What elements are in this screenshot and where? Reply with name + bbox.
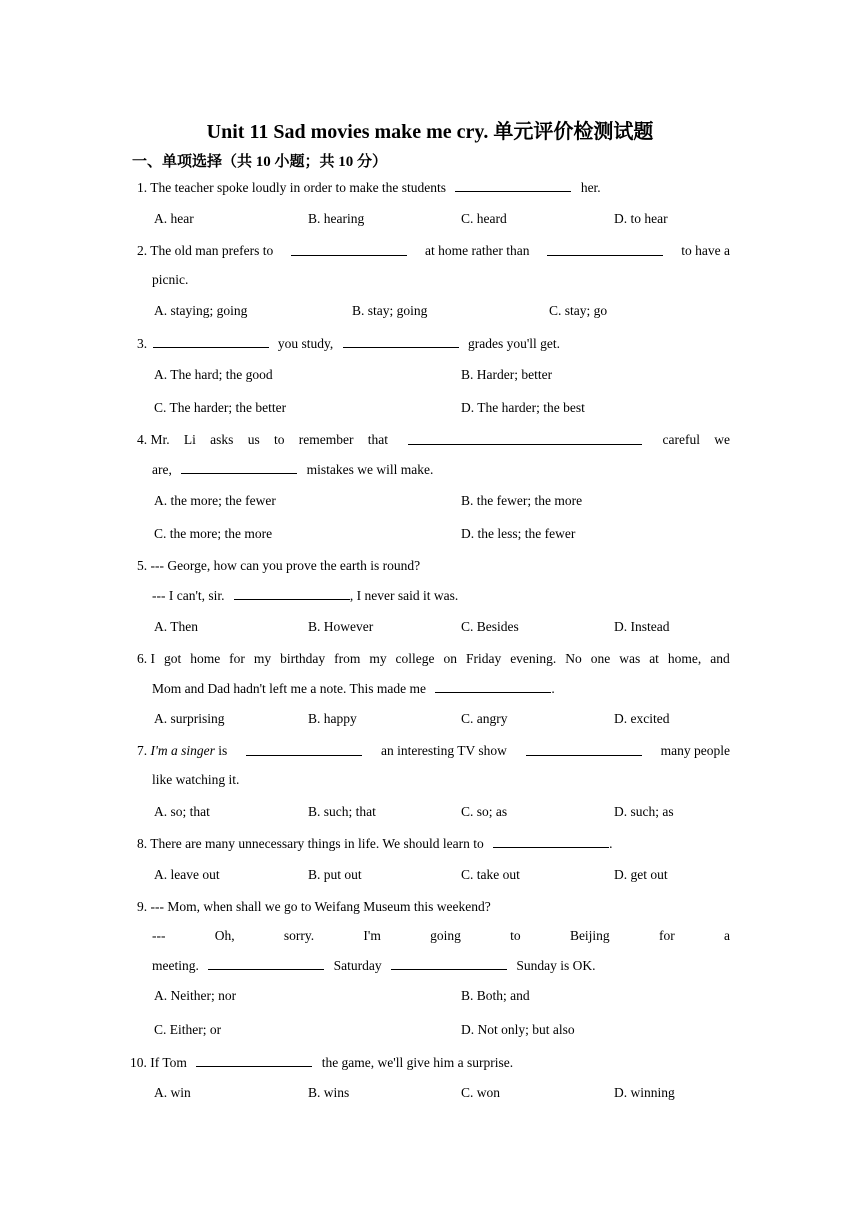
question-text: , I never said it was. [349,588,459,603]
word: careful [662,432,700,447]
word: Beijing [569,928,610,943]
section-heading: 一、单项选择（共 10 小题；共 10 分） [132,154,388,170]
question-text: The teacher spoke loudly in order to make the students [150,180,447,195]
word: for [658,928,675,943]
question-text: mistakes we will make. [306,462,434,477]
word: Oh, [214,928,235,943]
word: got [163,651,182,666]
word: college [395,651,435,666]
option-b[interactable]: B. put out [308,867,362,882]
option-b[interactable]: B. However [308,619,374,634]
option-b[interactable]: B. happy [308,711,357,726]
answer-blank[interactable] [408,431,642,445]
question-text: The old man prefers to [150,243,274,258]
question-number: 4. [137,432,148,447]
question-text: There are many unnecessary things in life. We should learn to [150,836,484,851]
word: sorry. [283,928,315,943]
option-b[interactable]: B. wins [308,1085,350,1100]
word: is [218,743,228,758]
question-text: Saturday [333,958,382,973]
question-text: are, [152,462,172,477]
word: --- [152,928,166,943]
question-7 [137,742,730,760]
question-text: an interesting TV show [381,743,507,758]
word: on [443,651,457,666]
question-text: like watching it. [152,772,240,787]
question-9 [137,898,491,916]
question-6-line-2 [152,679,555,698]
option-a[interactable]: A. so; that [154,804,210,819]
answer-blank[interactable] [455,178,571,192]
question-text: picnic. [152,272,189,287]
word: home, [667,651,702,666]
question-5 [137,557,420,575]
option-c[interactable]: C. heard [461,211,507,226]
option-a[interactable]: A. leave out [154,867,220,882]
word: evening. [510,651,557,666]
question-text: Sunday is OK. [516,958,596,973]
answer-blank[interactable] [291,242,407,256]
question-text: grades you'll get. [468,336,561,351]
question-text: Mom and Dad hadn't left me a note. This made me [152,681,426,696]
option-c[interactable]: C. Besides [461,619,519,634]
option-c[interactable]: C. won [461,1085,501,1100]
word: Li [183,432,196,447]
answer-blank[interactable] [391,956,507,970]
question-2 [137,242,730,260]
question-10 [130,1053,513,1072]
question-text: --- I can't, sir. [152,588,225,603]
word: we [714,432,730,447]
word: asks [210,432,234,447]
option-b[interactable]: B. hearing [308,211,365,226]
question-9-line-2 [152,927,730,945]
word: to [510,928,521,943]
answer-blank[interactable] [246,742,362,756]
word: my [253,651,272,666]
answer-blank[interactable] [435,679,551,693]
question-number: 8. [137,836,148,851]
option-d[interactable]: D. such; as [614,804,674,819]
question-number: 6. [137,651,148,666]
word: going [430,928,461,943]
question-9-line-3 [152,956,596,975]
option-a[interactable]: A. staying; going [154,303,248,318]
option-a[interactable]: A. hear [154,211,194,226]
word: I [150,651,155,666]
option-a[interactable]: A. The hard; the good [154,367,273,382]
question-5-line-2 [152,586,458,605]
option-c[interactable]: C. take out [461,867,520,882]
option-d[interactable]: D. The harder; the best [461,400,585,415]
question-number: 7. [137,743,148,758]
question-1 [137,178,601,197]
word: was [619,651,641,666]
page-title: Unit 11 Sad movies make me cry. 单元评价检测试题 [206,121,654,143]
option-a[interactable]: A. the more; the fewer [154,493,276,508]
word: birthday [280,651,326,666]
answer-blank[interactable] [343,334,459,348]
question-text: her. [580,180,601,195]
answer-blank[interactable] [181,460,297,474]
answer-blank[interactable] [196,1053,312,1067]
option-d[interactable]: D. get out [614,867,668,882]
option-b[interactable]: B. such; that [308,804,376,819]
question-text: to have a [681,243,730,258]
word: to [273,432,285,447]
question-text: meeting. [152,958,199,973]
word: a [723,928,730,943]
question-text: . [551,681,555,696]
question-4 [137,431,730,449]
word: that [367,432,388,447]
option-a[interactable]: A. surprising [154,711,225,726]
question-text: --- Mom, when shall we go to Weifang Museum this weekend? [150,899,491,914]
question-text: you study, [277,336,334,351]
question-number: 1. [137,180,148,195]
option-d[interactable]: D. the less; the fewer [461,526,576,541]
word: one [590,651,611,666]
word: No [565,651,582,666]
word: at [649,651,659,666]
answer-blank[interactable] [234,586,350,600]
question-number: 5. [137,558,148,573]
option-c[interactable]: C. Either; or [154,1022,222,1037]
word: home [190,651,221,666]
option-d[interactable]: D. winning [614,1085,675,1100]
question-8 [137,834,612,853]
option-d[interactable]: D. Instead [614,619,670,634]
question-text: many people [660,743,730,758]
word: for [229,651,245,666]
answer-blank[interactable] [493,834,609,848]
option-b[interactable]: B. stay; going [352,303,428,318]
word: us [247,432,260,447]
option-b[interactable]: B. Harder; better [461,367,553,382]
show-title: I'm a singer [150,743,215,758]
answer-blank[interactable] [547,242,663,256]
question-text: at home rather than [424,243,530,258]
option-b[interactable]: B. Both; and [461,988,530,1003]
option-b[interactable]: B. the fewer; the more [461,493,583,508]
answer-blank[interactable] [153,334,269,348]
word: remember [298,432,354,447]
option-c[interactable]: C. angry [461,711,508,726]
option-c[interactable]: C. stay; go [549,303,608,318]
option-d[interactable]: D. Not only; but also [461,1022,575,1037]
option-d[interactable]: D. to hear [614,211,668,226]
option-a[interactable]: A. Then [154,619,198,634]
word: I'm [363,928,381,943]
question-text: If Tom [150,1055,187,1070]
question-3 [137,334,560,353]
option-c[interactable]: C. the more; the more [154,526,273,541]
option-a[interactable]: A. win [154,1085,191,1100]
question-number: 2. [137,243,148,258]
answer-blank[interactable] [208,956,324,970]
option-d[interactable]: D. excited [614,711,670,726]
word: Friday [465,651,502,666]
option-c[interactable]: C. so; as [461,804,508,819]
question-number: 9. [137,899,148,914]
answer-blank[interactable] [526,742,642,756]
question-number: 10. [130,1055,147,1070]
question-text: . [609,836,613,851]
question-4-line-2 [152,460,433,479]
word: Mr. [150,432,170,447]
question-text: the game, we'll give him a surprise. [321,1055,514,1070]
question-6 [137,650,730,668]
option-c[interactable]: C. The harder; the better [154,400,287,415]
word: my [369,651,387,666]
question-text: --- George, how can you prove the earth is round? [150,558,421,573]
option-a[interactable]: A. Neither; nor [154,988,237,1003]
word: from [334,651,361,666]
question-number: 3. [137,336,148,351]
word: and [710,651,730,666]
